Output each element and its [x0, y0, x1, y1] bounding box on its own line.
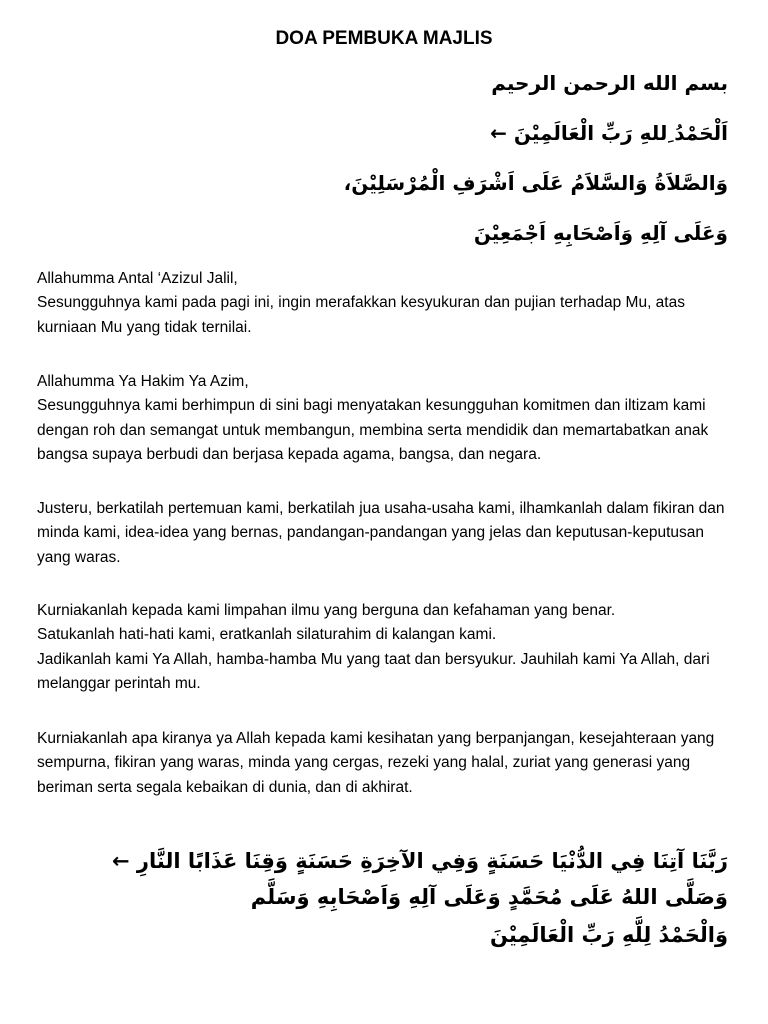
paragraph-line: Allahumma Ya Hakim Ya Azim,	[37, 373, 249, 390]
paragraph-line: Sesungguhnya kami berhimpun di sini bagi menyatakan kesungguhan komitmen dan iltizam kami dengan roh dan semangat untuk membangun, membina serta mendidik dan memartabatkan anak bangsa supaya berbudi dan berjasa kepada agama, bangsa, dan negara.	[37, 397, 709, 463]
paragraph-line: Allahumma Antal ‘Azizul Jalil,	[37, 270, 238, 287]
closing-line-alhamdulillah	[38, 919, 728, 951]
paragraph-1	[37, 267, 737, 340]
basmalah	[38, 67, 728, 99]
paragraph-5	[37, 727, 737, 800]
arabic-text: وَصَلَّى اللهُ عَلَى مُحَمَّدٍ وَعَلَى آلِهِ وَاَصْحَابِهِ وَسَلَّم	[250, 885, 728, 909]
paragraph-line: Satukanlah hati-hati kami, eratkanlah silaturahim di kalangan kami.	[37, 626, 497, 644]
paragraph-line: Justeru, berkatilah pertemuan kami, berkatilah jua usaha-usaha kami, ilhamkanlah dalam fikiran dan minda kami, idea-idea yang bernas, pandangan-pandangan yang jelas dan keputusan-keputusan yang waras.	[37, 500, 725, 566]
arabic-text: بسم الله الرحمن الرحيم	[491, 71, 728, 95]
paragraph-2	[37, 370, 737, 467]
arabic-text: وَالْحَمْدُ لِلَّهِ رَبِّ الْعَالَمِيْنَ	[489, 923, 728, 947]
arabic-text: اَلْحَمْدُ ِللهِ رَبِّ الْعَالَمِيْنَ ←	[490, 121, 728, 145]
closing-line-salawat	[38, 881, 728, 913]
opening-line-salawat	[38, 167, 738, 199]
paragraph-4	[37, 599, 737, 696]
arabic-text: وَالصَّلاَةُ وَالسَّلاَمُ عَلَى اَشْرَفِ الْمُرْسَلِيْنَ،	[343, 171, 728, 195]
page-title: DOA PEMBUKA MAJLIS	[275, 28, 493, 49]
paragraph-line: Kurniakanlah kepada kami limpahan ilmu yang berguna dan kefahaman yang benar.	[37, 602, 616, 619]
arabic-text: رَبَّنَا آتِنَا فِي الدُّنْيَا حَسَنَةٍ وَفِي الآخِرَةِ حَسَنَةٍ وَقِنَا عَذَابًا النَّارِ ←	[112, 849, 728, 873]
paragraph-3	[37, 497, 737, 570]
closing-line-rabbana	[38, 845, 728, 877]
paragraph-line: Sesungguhnya kami pada pagi ini, ingin merafakkan kesyukuran dan pujian terhadap Mu, atas kurniaan Mu yang tidak ternilai.	[37, 294, 685, 336]
arabic-text: وَعَلَى آلِهِ وَاَصْحَابِهِ اَجْمَعِيْنَ	[473, 221, 728, 245]
paragraph-line: Kurniakanlah apa kiranya ya Allah kepada kami kesihatan yang berpanjangan, kesejahteraan yang sempurna, fikiran yang waras, minda yang cergas, rezeki yang halal, zuriat yang generasi yang beriman serta segala kebaikan di dunia, dan di akhirat.	[37, 730, 715, 796]
opening-line-ala-alihi	[38, 217, 728, 249]
opening-line-alhamdulillah	[38, 117, 728, 149]
paragraph-line: Jadikanlah kami Ya Allah, hamba-hamba Mu yang taat dan bersyukur. Jauhilah kami Ya Allah, dari melanggar perintah mu.	[37, 650, 710, 692]
